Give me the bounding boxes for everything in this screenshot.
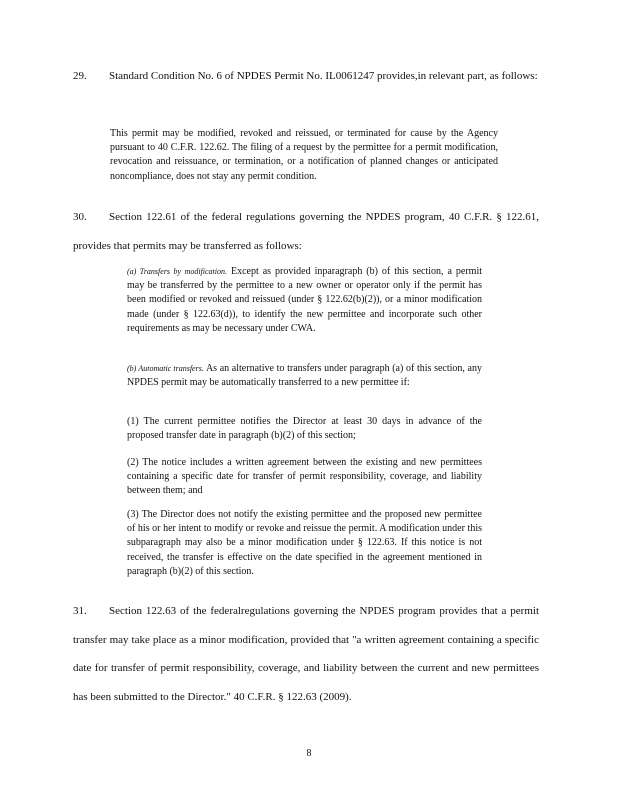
subsection-heading: (a) Transfers by modification.: [127, 267, 227, 276]
subsection-text: As an alternative to transfers under paragraph (a) of this section, any NPDES permit may be automatically transferred to a new permittee if:: [127, 363, 482, 389]
subsection-heading: (b) Automatic transfers.: [127, 364, 204, 373]
block-quote-standard-condition: This permit may be modified, revoked and reissued, or terminated for cause by the Agency pursuant to 40 C.F.R. 122.62. The filing of a request by the permittee for a permit modification, revocation and reissuance, or termination, or a notification of planned changes or anticipated noncompliance, does not stay any permit condition.: [110, 128, 498, 182]
block-quote-transfers-by-modification: [127, 265, 482, 336]
paragraph-number: 30.: [73, 211, 87, 223]
paragraph-29: [73, 62, 539, 91]
block-quote-item-3: (3) The Director does not notify the existing permittee and the proposed new permittee of his or her intent to modify or revoke and reissue the permit. A modification under this subparagraph may also be a minor modification under § 122.63. If this notice is not received, the transfer is effective on the date specified in the agreement mentioned in paragraph (b)(2) of this section.: [127, 509, 482, 577]
paragraph-number: 29.: [73, 70, 87, 82]
subsection-text: Except as provided inparagraph (b) of this section, a permit may be transferred by the permittee to a new owner or operator only if the permit has been modified or revoked and reissued (under § 122.62(b)(2)), or a minor modification made (under § 122.63(d)), to identify the new permittee and incorporate such other requirements as may be necessary under CWA.: [127, 266, 483, 334]
paragraph-31: [73, 597, 539, 711]
page-number: 8: [306, 748, 312, 759]
paragraph-30: [73, 203, 539, 260]
paragraph-text: Standard Condition No. 6 of NPDES Permit No. IL0061247 provides,in relevant part, as follows:: [109, 70, 538, 82]
block-quote-item-2: (2) The notice includes a written agreement between the existing and new permittees containing a specific date for transfer of permit responsibility, coverage, and liability between them; and: [127, 457, 482, 497]
paragraph-text: Section 122.63 of the federalregulations governing the NPDES program provides that a permit transfer may take place as a minor modification, provided that "a written agreement containing a specific date for transfer of permit responsibility, coverage, and liability between the current and new permittees has been submitted to the Director." 40 C.F.R. § 122.63 (2009).: [73, 605, 539, 703]
block-quote-item-1: (1) The current permittee notifies the Director at least 30 days in advance of the proposed transfer date in paragraph (b)(2) of this section;: [127, 416, 482, 442]
block-quote-automatic-transfers: [127, 362, 482, 390]
paragraph-number: 31.: [73, 605, 87, 617]
paragraph-text: Section 122.61 of the federal regulations governing the NPDES program, 40 C.F.R. § 122.61, provides that permits may be transferred as follows:: [73, 211, 539, 252]
